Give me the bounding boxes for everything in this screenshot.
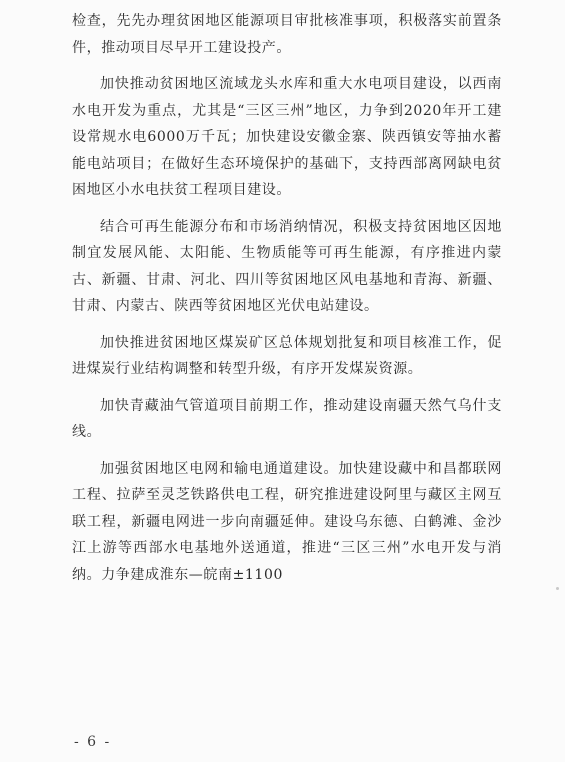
paragraph-3: 结合可再生能源分布和市场消纳情况，积极支持贫困地区因地制宜发展风能、太阳能、生物质能等可再生能源，有序推进内蒙古、新疆、甘肃、河北、四川等贫困地区风电基地和青海、新疆、甘肃、内蒙古、陕西等贫困地区光伏电站建设。 <box>72 218 502 314</box>
scan-speck <box>556 587 559 590</box>
paragraph-5: 加快青藏油气管道项目前期工作，推动建设南疆天然气乌什支线。 <box>72 397 502 440</box>
paragraph-2: 加快推动贫困地区流域龙头水库和重大水电项目建设，以西南水电开发为重点，尤其是“三区三州”地区，力争到2020年开工建设常规水电6000万千瓦；加快建设安徽金寨、陕西镇安等抽水蓄能电站项目；在做好生态环境保护的基础下，支持西部离网缺电贫困地区小水电扶贫工程项目建设。 <box>72 76 502 198</box>
paragraph-4: 加快推进贫困地区煤炭矿区总体规划批复和项目核准工作，促进煤炭行业结构调整和转型升级，有序开发煤炭资源。 <box>72 334 502 377</box>
page-number: - 6 - <box>74 734 112 750</box>
paragraph-6: 加强贫困地区电网和输电通道建设。加快建设藏中和昌都联网工程、拉萨至灵芝铁路供电工程，研究推进建设阿里与藏区主网互联工程，新疆电网进一步向南疆延伸。建设乌东德、白鹤滩、金沙江上游等西部水电基地外送通道，推进“三区三州”水电开发与消纳。力争建成淮东—皖南±1100 <box>72 460 502 583</box>
paragraph-1: 检查，先先办理贫困地区能源项目审批核准事项，积极落实前置条件，推动项目尽早开工建设投产。 <box>72 13 502 56</box>
document-body <box>72 8 502 598</box>
